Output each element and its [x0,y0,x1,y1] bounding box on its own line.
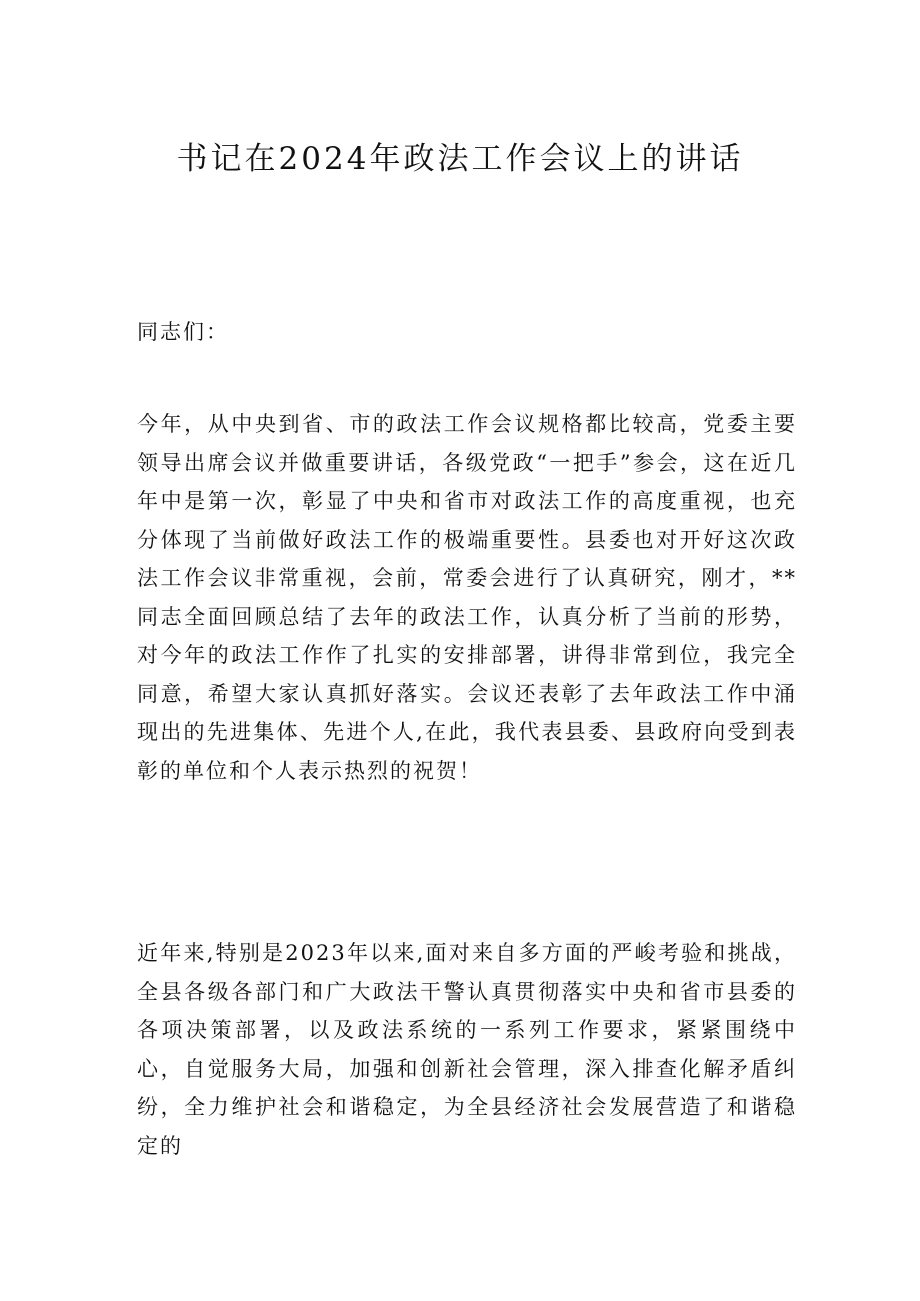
paragraph-1: 今年，从中央到省、市的政法工作会议规格都比较高，党委主要领导出席会议并做重要讲话，各级党政“一把手”参会，这在近几年中是第一次，彰显了中央和省市对政法工作的高度重视，也充分体现了当前做好政法工作的极端重要性。县委也对开好这次政法工作会议非常重视，会前，常委会进行了认真研究，刚才，**同志全面回顾总结了去年的政法工作，认真分析了当前的形势，对今年的政法工作作了扎实的安排部署，讲得非常到位，我完全同意，希望大家认真抓好落实。会议还表彰了去年政法工作中涌现出的先进集体、先进个人,在此，我代表县委、县政府向受到表彰的单位和个人表示热烈的祝贺！ [137,412,797,783]
document-title: 书记在2024年政法工作会议上的讲话 [176,141,744,177]
paragraph-2: 近年来,特别是2023年以来,面对来自多方面的严峻考验和挑战，全县各级各部门和广大政法干警认真贯彻落实中央和省市县委的各项决策部署，以及政法系统的一系列工作要求，紧紧围绕中心，自觉服务大局，加强和创新社会管理，深入排查化解矛盾纠纷，全力维护社会和谐稳定，为全县经济社会发展营造了和谐稳定的 [137,941,797,1158]
salutation: 同志们： [137,320,229,344]
